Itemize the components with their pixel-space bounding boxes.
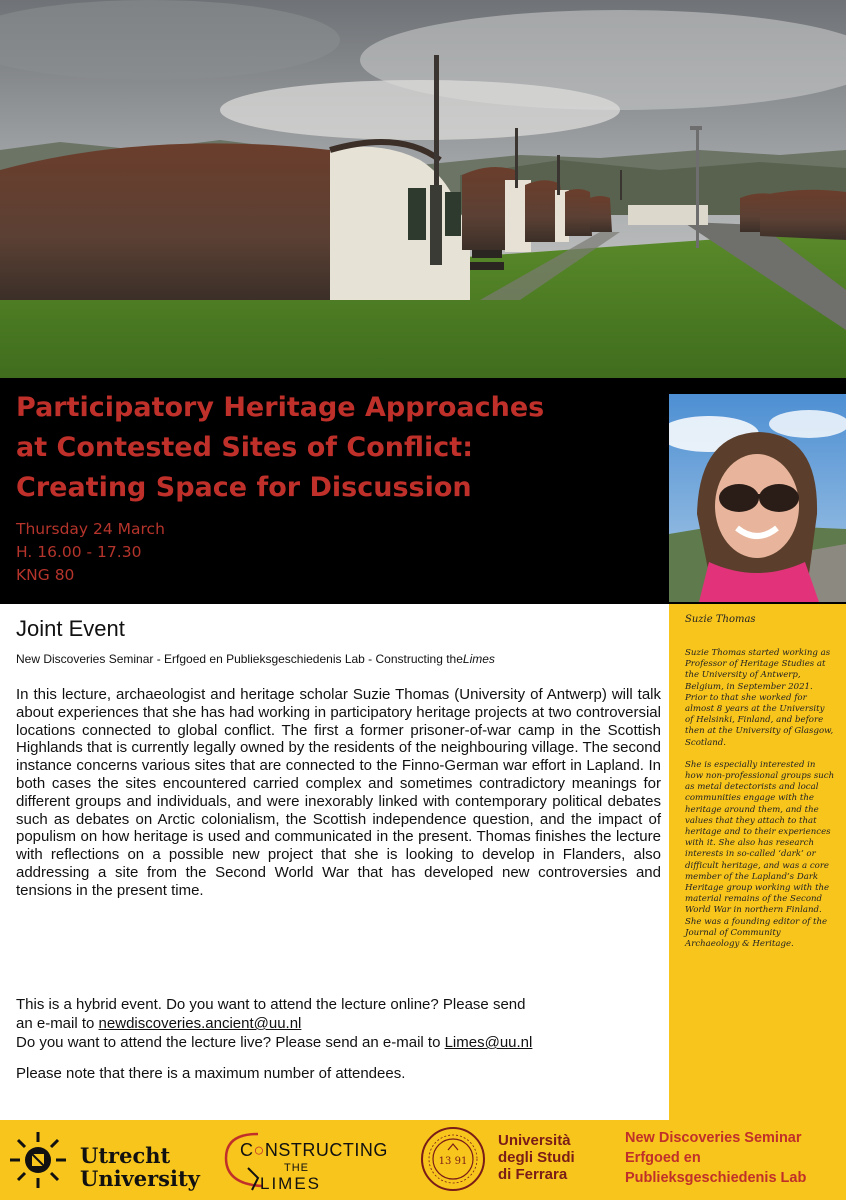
event-title: [16, 388, 656, 508]
speaker-bio: [685, 648, 835, 961]
constructing-the-limes-logo: [218, 1128, 398, 1194]
nds-line-3: Publieksgeschiedenis Lab: [625, 1170, 807, 1186]
ferrara-line-2: degli Studi: [498, 1149, 575, 1166]
event-details: [16, 518, 165, 587]
utrecht-word: Utrecht: [80, 1143, 171, 1168]
partners-text: New Discoveries Seminar - Erfgoed en Publieksgeschiedenis Lab - Constructing the: [16, 652, 463, 666]
event-date: Thursday 24 March: [16, 520, 165, 538]
ferrara-wordmark: [498, 1132, 575, 1183]
limes-the: THE: [284, 1162, 309, 1174]
new-discoveries-wordmark: [625, 1128, 806, 1188]
limes-o-icon: ○: [253, 1140, 265, 1160]
event-time: H. 16.00 - 17.30: [16, 543, 142, 561]
limes-word: LIMES: [260, 1174, 322, 1193]
online-line-2-text: an e-mail to: [16, 1015, 99, 1032]
live-line: [16, 1034, 532, 1052]
utrecht-university-wordmark: [80, 1144, 200, 1190]
live-email-link[interactable]: Limes@uu.nl: [444, 1034, 533, 1051]
speaker-portrait: [669, 394, 846, 602]
university-word: University: [80, 1166, 200, 1191]
nds-line-2: Erfgoed en: [625, 1150, 701, 1166]
speaker-bio-paragraph-2: She is especially interested in how non-professional groups such as metal detectorists and local communities engage with the heritage around them, and the values that they attach to that heritage and to their experiences with it. She also has research interests in so-called ‘dark’ or difficult heritage, and was a core member of the Lapland’s Dark Heritage group working with the material remains of the Second World War in northern Finland. She was a founding editor of the Journal of Community Archaeology & Heritage.: [685, 759, 835, 950]
ferrara-line-1: Università: [498, 1132, 571, 1149]
footer-logos: [0, 1120, 846, 1200]
speaker-bio-paragraph-1: Suzie Thomas started working as Professor of Heritage Studies at the University of Antwerp, Belgium, in September 2021. Prior to that she worked for almost 8 years at the University of Helsinki, Finland, and before then at the University of Glasgow, Scotland.: [685, 648, 834, 748]
limes-nstructing: NSTRUCTING: [264, 1140, 388, 1160]
speaker-bio-sidebar: [669, 604, 846, 1120]
online-line-2: [16, 1015, 301, 1033]
attendees-note: Please note that there is a maximum number of attendees.: [16, 1065, 406, 1082]
partners-line: [16, 652, 495, 666]
ferrara-seal-icon: [420, 1126, 486, 1192]
main-content: [0, 604, 669, 1120]
nds-line-1: New Discoveries Seminar: [625, 1130, 802, 1146]
event-title-line-3: Creating Space for Discussion: [16, 472, 472, 503]
limes-c: C: [240, 1140, 254, 1160]
event-title-line-1: Participatory Heritage Approaches: [16, 392, 545, 423]
svg-text:13 91: 13 91: [438, 1156, 468, 1167]
hero-photo-nissen-huts: [0, 0, 846, 378]
utrecht-university-logo: [8, 1130, 198, 1190]
ferrara-line-3: di Ferrara: [498, 1166, 568, 1183]
joint-event-heading: Joint Event: [16, 616, 125, 641]
event-title-line-2: at Contested Sites of Conflict:: [16, 432, 473, 463]
lecture-description: In this lecture, archaeologist and heritage scholar Suzie Thomas (University of Antwerp) will talk about experiences that she has had working in participatory heritage projects at two controversial locations connected to global conflict. The first a former prisoner-of-war camp in the Scottish Highlands that is currently legally owned by the residents of the neighbouring village. The second instance concerns various sites that are connected to the Finno-German war effort in Lapland. In both cases the sites encountered carried complex and sometimes contradictory meanings for different groups and individuals, and were inexorably linked with contemporary political debates such as debates on Arctic colonialism, the Scottish independence question, and the impact of populism on how heritage is used and communicated in the present. Thomas finishes the lecture with reflections on a possible new project that she is looking to develop in Flanders, also addressing a site from the Second World War that has developed new controversies and tensions in the present time.: [16, 686, 661, 899]
online-email-link[interactable]: newdiscoveries.ancient@uu.nl: [98, 1015, 302, 1032]
limes-constructing: [240, 1140, 388, 1161]
event-location: KNG 80: [16, 566, 75, 584]
live-line-text: Do you want to attend the lecture live? Please send an e-mail to: [16, 1034, 445, 1051]
partners-limes: Limes: [462, 652, 495, 666]
speaker-name: Suzie Thomas: [685, 614, 756, 625]
online-line-1: This is a hybrid event. Do you want to attend the lecture online? Please send: [16, 996, 526, 1013]
utrecht-sun-icon: [8, 1130, 68, 1190]
